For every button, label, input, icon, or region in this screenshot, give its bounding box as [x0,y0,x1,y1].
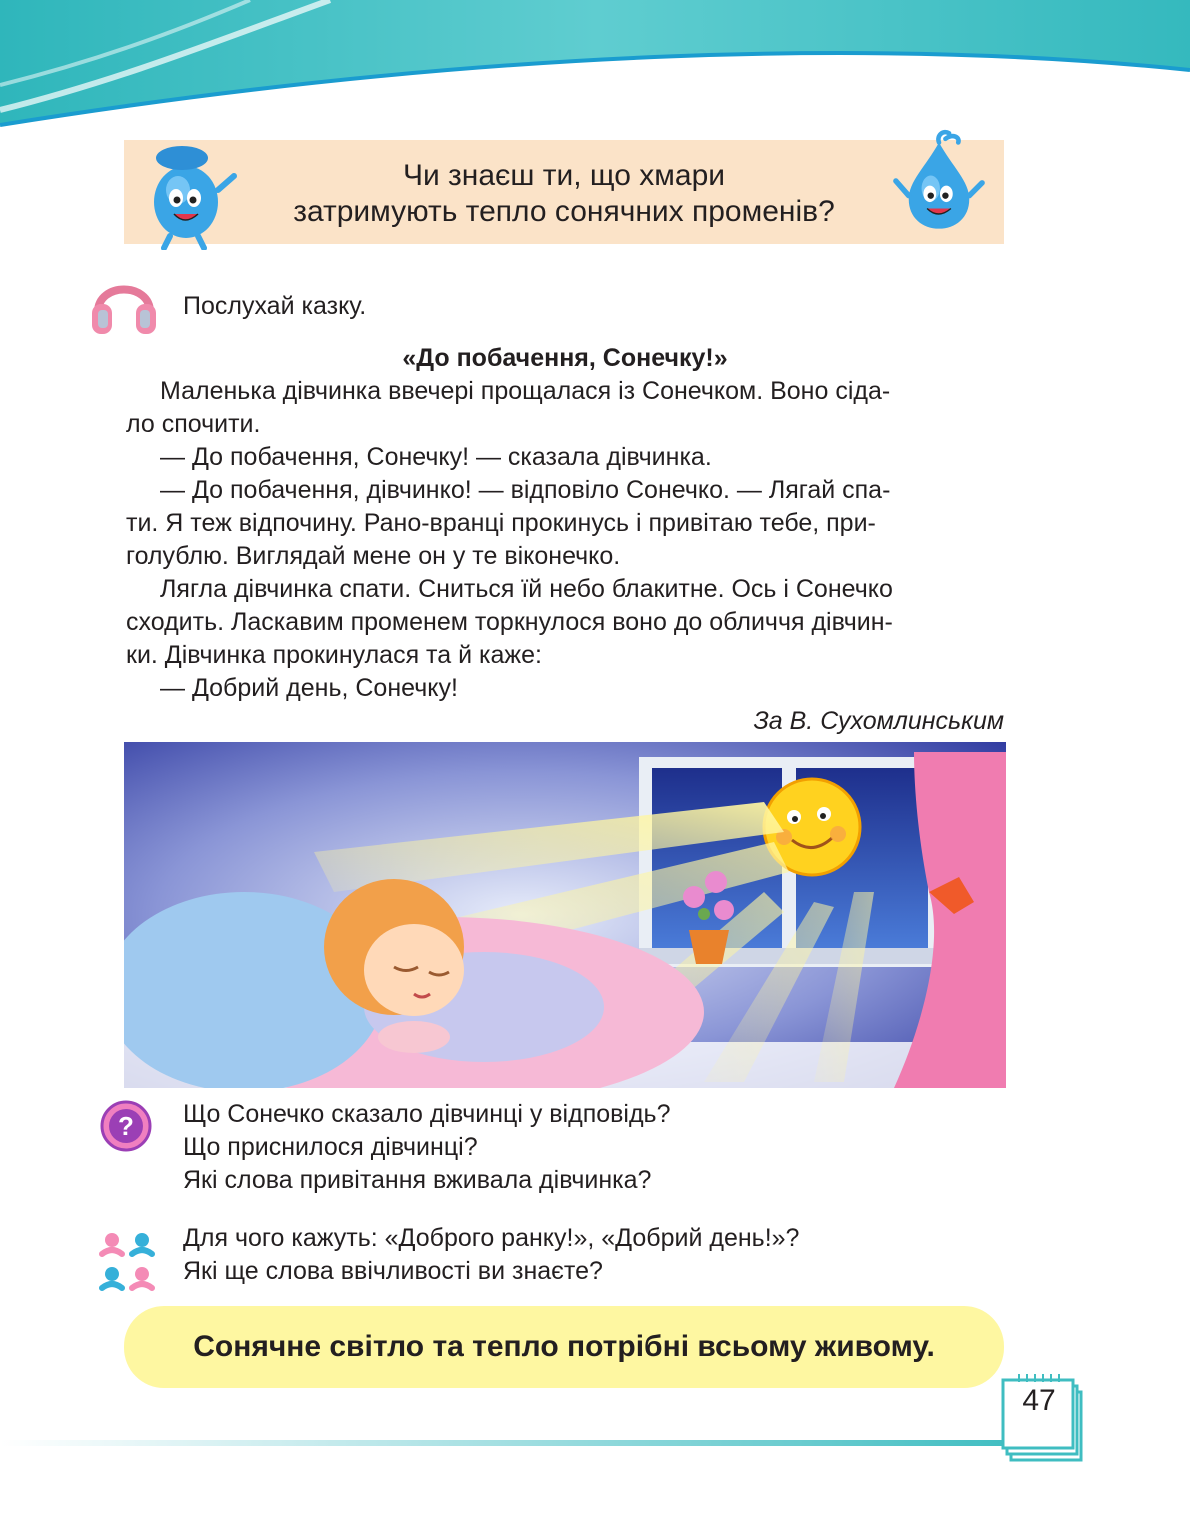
story-line: Маленька дівчинка ввечері прощалася із Сонечком. Воно сіда- [160,377,891,405]
footer-line [0,1440,1020,1446]
sleeping-girl-illustration [124,742,1006,1088]
waterdrop-mascot-left-icon [134,140,244,250]
story-line: Лягла дівчинка спати. Сниться їй небо блакитне. Ось і Сонечко [160,575,893,603]
story-author: За В. Сухомлинським [753,707,1004,735]
page-number: 47 [1022,1384,1056,1417]
waterdrop-mascot-right-icon [884,126,994,236]
story-line: ло спочити. [126,410,261,438]
question-item: Які слова привітання вживала дівчинка? [183,1166,652,1194]
conclusion-box [124,1306,1004,1388]
fact-box [124,140,1004,244]
questions-list [183,1098,983,1197]
story-line: ки. Дівчинка прокинулася та й каже: [126,641,542,669]
story-line: голублю. Виглядай мене он у те віконечко. [126,542,621,570]
story-title: «До побачення, Сонечку!» [402,344,728,372]
story-line: ти. Я теж відпочину. Рано-вранці прокинусь і привітаю тебе, при- [126,509,876,537]
story-text [126,375,1004,705]
header-wave [0,0,1190,140]
conclusion-text: Сонячне світло та тепло потрібні всьому живому. [193,1330,935,1363]
question-item: Що приснилося дівчинці? [183,1133,478,1161]
discussion-item: Які ще слова ввічливості ви знаєте? [183,1257,603,1285]
story-line: — До побачення, Сонечку! — сказала дівчинка. [160,443,712,471]
discussion-item: Для чого кажуть: «Доброго ранку!», «Добрий день!»? [183,1224,800,1252]
fact-line-1: Чи знаєш ти, що хмари [402,159,726,192]
story-line: сходить. Ласкавим променем торкнулося воно до обличчя дівчин- [126,608,893,636]
discussion-list [183,1222,1003,1288]
question-item: Що Сонечко сказало дівчинці у відповідь? [183,1100,671,1128]
group-discussion-icon [94,1226,160,1292]
svg-text:?: ? [118,1111,134,1141]
fact-question [254,158,874,230]
question-icon [100,1100,152,1152]
listen-instruction: Послухай казку. [183,292,367,320]
story-line: — Добрий день, Сонечку! [160,674,458,702]
story-line: — До побачення, дівчинко! — відповіло Сонечко. — Лягай спа- [160,476,891,504]
fact-line-2: затримують тепло сонячних променів? [293,195,835,228]
headphones-icon [88,272,160,336]
